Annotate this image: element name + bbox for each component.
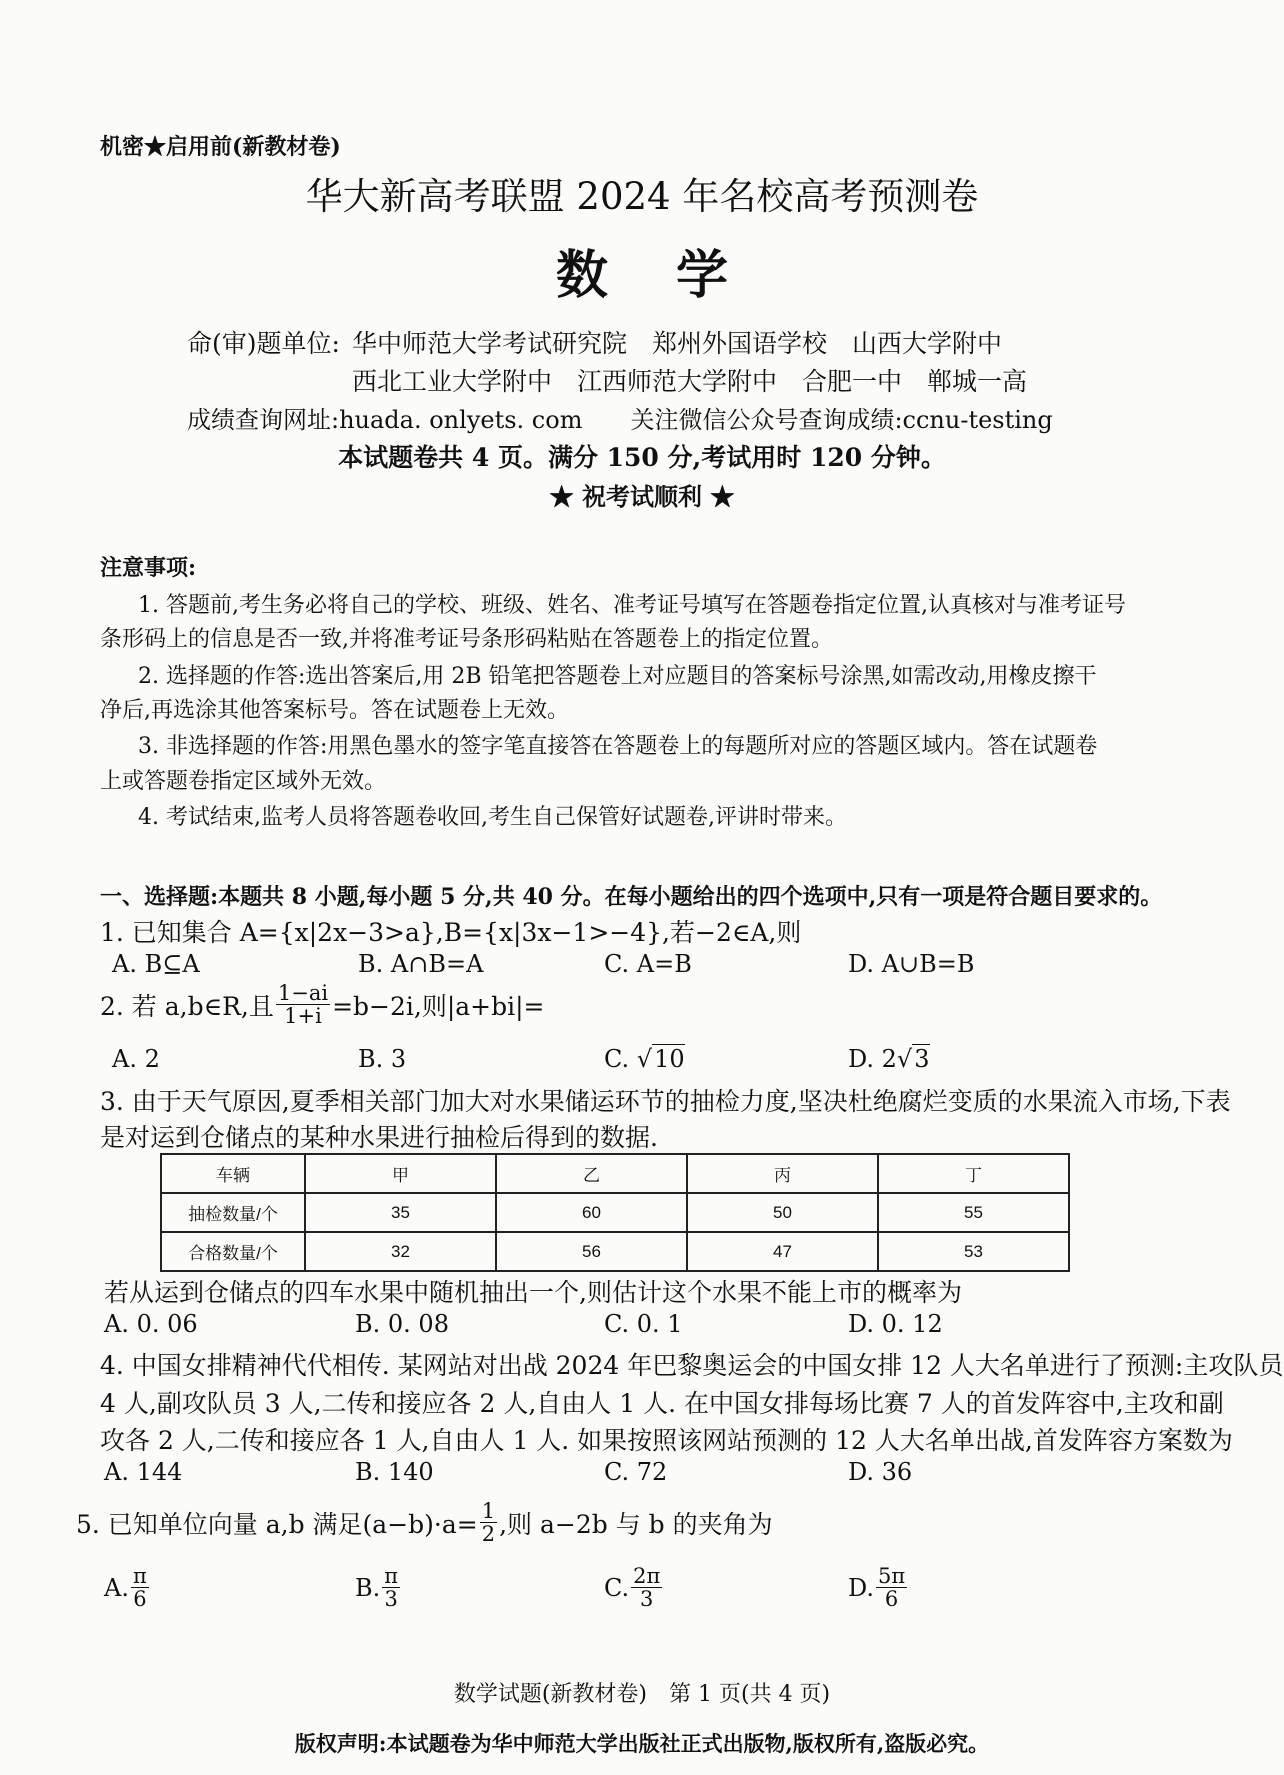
q2-fraction-num: 1−ai [277,981,329,1005]
confidential-label: 机密★启用前(新教材卷) [100,134,341,160]
copyright-notice: 版权声明:本试题卷为华中师范大学出版社正式出版物,版权所有,盗版必究。 [294,1731,990,1756]
q1-option-c: C. A=B [604,950,692,978]
note-1a: 1. 答题前,考生务必将自己的学校、班级、姓名、准考证号填写在答题卷指定位置,认真核对与准考证号 [138,593,1126,618]
q2-stem-prefix: 2. 若 a,b∈R,且 [100,991,274,1021]
q2-option-a: A. 2 [112,1045,160,1073]
q5-option-b-fraction [382,1565,400,1610]
table-cell: 车辆 [161,1154,305,1193]
table-row-header [161,1154,1069,1193]
page-footer: 数学试题(新教材卷) 第 1 页(共 4 页) [453,1682,831,1707]
note-3a: 3. 非选择题的作答:用黑色墨水的签字笔直接答在答题卷上的每题所对应的答题区域内。答在试题卷 [138,734,1098,759]
q4-line-1: 4. 中国女排精神代代相传. 某网站对出战 2024 年巴黎奥运会的中国女排 12 人大名单进行了预测:主攻队员 [100,1351,1284,1380]
section-heading: 一、选择题:本题共 8 小题,每小题 5 分,共 40 分。在每小题给出的四个选项中,只有一项是符合题目要求的。 [100,884,1163,910]
q2-option-d [848,1045,930,1073]
good-luck: ★ 祝考试顺利 ★ [549,482,735,511]
table-cell: 甲 [305,1154,496,1193]
q2-stem-suffix: =b−2i,则|a+bi|= [332,991,545,1021]
subject-title: 数学 [555,245,796,306]
table-cell: 丁 [878,1154,1069,1193]
q5-stem [76,1500,773,1545]
q5-option-a-num: π [132,1564,147,1588]
q5-option-b-label: B. [355,1573,381,1602]
q5-option-a [104,1565,151,1610]
table-cell: 抽检数量/个 [161,1193,305,1232]
q5-stem-prefix: 5. 已知单位向量 a,b 满足(a−b)·a= [76,1509,478,1539]
q5-option-d-label: D. [848,1573,875,1602]
q2-option-c-label: C. √ [604,1045,653,1073]
q5-option-a-fraction [131,1565,149,1610]
q4-option-d: D. 36 [848,1458,913,1486]
table-cell: 53 [878,1232,1069,1271]
q5-option-d [848,1565,909,1610]
q1-option-a: A. B⊆A [112,950,200,978]
q5-fraction-den: 2 [481,1522,496,1547]
q3-line-1: 3. 由于天气原因,夏季相关部门加大对水果储运环节的抽检力度,坚决杜绝腐烂变质的水果流入市场,下表 [100,1087,1231,1116]
q5-option-a-den: 6 [133,1587,147,1612]
q3-question: 若从运到仓储点的四车水果中随机抽出一个,则估计这个水果不能上市的概率为 [104,1278,962,1307]
inspection-table [160,1153,1070,1272]
q5-option-b-num: π [384,1564,399,1588]
q5-option-d-den: 6 [884,1587,899,1612]
q5-option-c [604,1565,664,1610]
q5-fraction [480,1500,497,1545]
q2-fraction [276,982,330,1027]
table-cell: 丙 [687,1154,878,1193]
q2-option-d-label: D. 2√ [848,1045,913,1073]
table-cell: 合格数量/个 [161,1232,305,1271]
q4-option-a: A. 144 [104,1458,183,1486]
q2-stem [100,982,544,1027]
q1-stem: 1. 已知集合 A={x|2x−3>a},B={x|3x−1>−4},若−2∈A,则 [100,918,802,947]
q3-option-a: A. 0. 06 [104,1310,198,1338]
table-cell: 55 [878,1193,1069,1232]
q2-option-b: B. 3 [358,1045,407,1073]
q5-option-d-num: 5π [878,1564,906,1588]
q5-option-c-fraction [631,1565,662,1610]
note-2a: 2. 选择题的作答:选出答案后,用 2B 铅笔把答题卷上对应题目的答案标号涂黑,如需改动,用橡皮擦干 [138,664,1097,689]
q3-option-c: C. 0. 1 [604,1310,683,1338]
q5-stem-suffix: ,则 a−2b 与 b 的夹角为 [499,1509,773,1539]
table-cell: 32 [305,1232,496,1271]
q1-option-d: D. A∪B=B [848,950,975,978]
q5-option-c-den: 3 [640,1587,654,1612]
table-cell: 47 [687,1232,878,1271]
q4-option-c: C. 72 [604,1458,668,1486]
q2-option-c-radicand: 10 [654,1045,685,1073]
note-3b: 上或答题卷指定区域外无效。 [100,769,387,794]
q3-option-d: D. 0. 12 [848,1310,943,1338]
table-cell: 60 [496,1193,687,1232]
q5-option-c-label: C. [604,1573,630,1602]
table-row [161,1232,1069,1271]
q4-option-b: B. 140 [355,1458,434,1486]
table-cell: 56 [496,1232,687,1271]
note-2b: 净后,再选涂其他答案标号。答在试题卷上无效。 [100,698,569,723]
exam-title: 华大新高考联盟 2024 年名校高考预测卷 [305,175,979,218]
authors-label: 命(审)题单位: [187,329,340,358]
q1-option-b: B. A∩B=A [358,950,484,978]
exam-info: 本试题卷共 4 页。满分 150 分,考试用时 120 分钟。 [338,443,946,472]
q5-option-b [355,1565,402,1610]
q5-option-c-num: 2π [633,1564,661,1588]
note-4: 4. 考试结束,监考人员将答题卷收回,考生自己保管好试题卷,评讲时带来。 [138,805,847,830]
q5-option-a-label: A. [104,1573,129,1602]
q5-option-b-den: 3 [384,1587,398,1612]
q5-fraction-num: 1 [481,1499,496,1523]
authors-line-2: 西北工业大学附中 江西师范大学附中 合肥一中 郸城一高 [352,367,1028,396]
table-cell: 50 [687,1193,878,1232]
table-cell: 乙 [496,1154,687,1193]
q4-line-2: 4 人,副攻队员 3 人,二传和接应各 2 人,自由人 1 人. 在中国女排每场比赛 7 人的首发阵容中,主攻和副 [100,1389,1224,1418]
q2-option-d-radicand: 3 [914,1045,930,1073]
q4-line-3: 攻各 2 人,二传和接应各 1 人,自由人 1 人. 如果按照该网站预测的 12 人大名单出战,首发阵容方案数为 [100,1426,1233,1455]
q3-line-2: 是对运到仓储点的某种水果进行抽检后得到的数据. [100,1123,658,1152]
table-row [161,1193,1069,1232]
authors-line-1: 华中师范大学考试研究院 郑州外国语学校 山西大学附中 [352,329,1003,358]
q3-option-b: B. 0. 08 [355,1310,449,1338]
table-cell: 35 [305,1193,496,1232]
notes-title: 注意事项: [100,555,197,581]
query-line: 成绩查询网址:huada. onlyets. com 关注微信公众号查询成绩:ccnu-testing [187,406,1053,434]
q2-fraction-den: 1+i [284,1004,322,1029]
q5-option-d-fraction [876,1565,907,1610]
note-1b: 条形码上的信息是否一致,并将准考证号条形码粘贴在答题卷上的指定位置。 [100,627,833,652]
q2-option-c [604,1045,685,1073]
